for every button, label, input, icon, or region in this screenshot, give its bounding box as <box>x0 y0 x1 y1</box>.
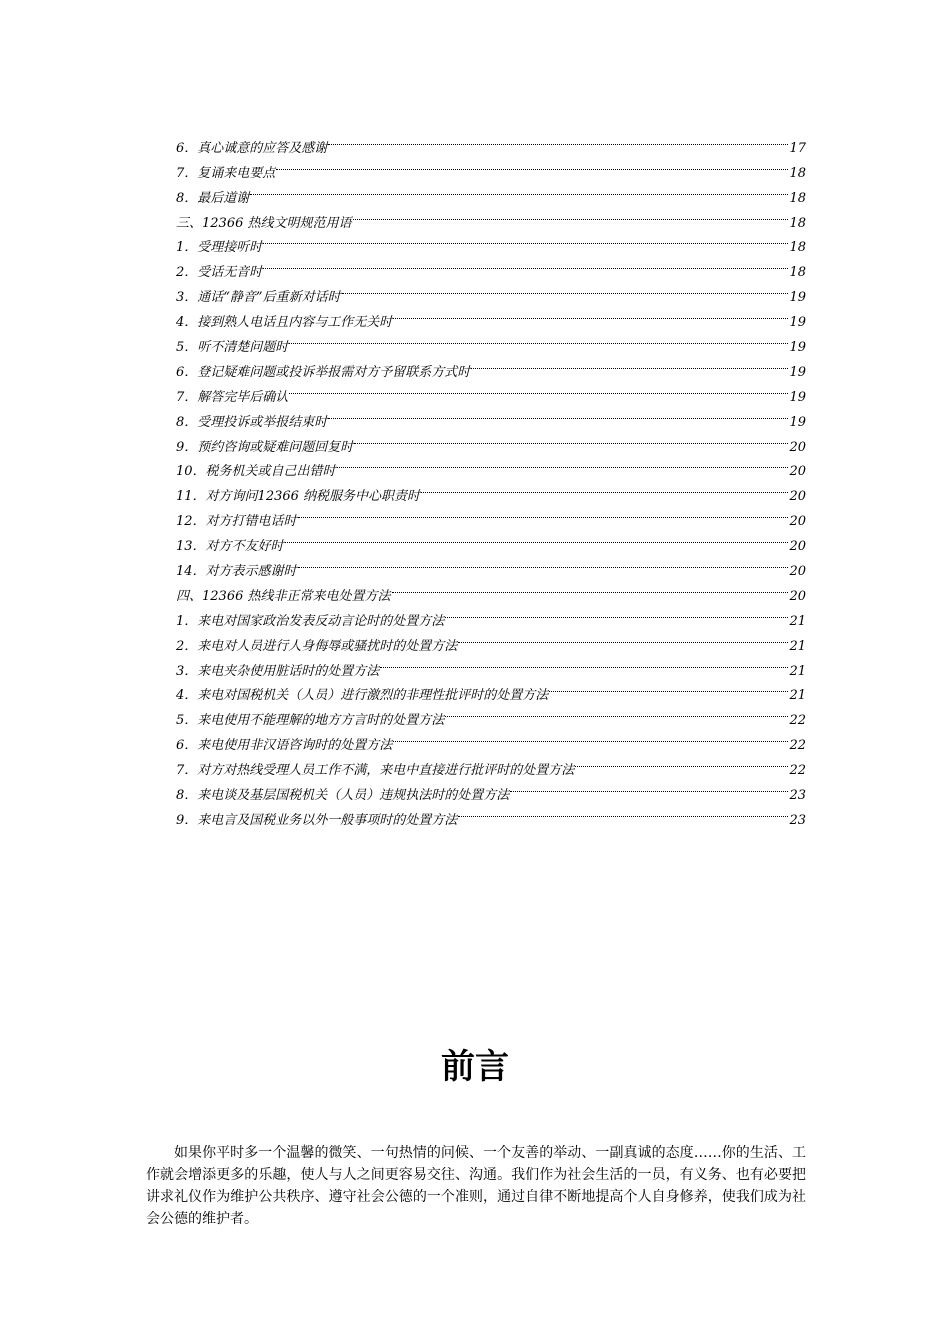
toc-entry-page-number: 21 <box>789 613 806 629</box>
table-of-contents <box>176 127 806 828</box>
toc-entry-title: 12．对方打错电话时 <box>176 514 297 530</box>
toc-entry-page-number: 20 <box>789 588 806 604</box>
toc-entry-page-number: 21 <box>789 638 806 654</box>
toc-dot-leader <box>575 749 788 774</box>
toc-entry[interactable] <box>176 127 806 156</box>
toc-entry[interactable] <box>176 177 806 206</box>
toc-entry-page-number: 20 <box>789 539 806 555</box>
toc-dot-leader <box>328 127 788 152</box>
toc-entry[interactable] <box>176 251 806 281</box>
toc-entry-page-number: 20 <box>789 439 806 455</box>
toc-entry-page-number: 19 <box>789 389 806 405</box>
toc-entry-page-number: 21 <box>789 663 806 679</box>
toc-dot-leader <box>549 675 788 700</box>
toc-dot-leader <box>328 401 788 426</box>
toc-entry-title: 5．听不清楚问题时 <box>176 340 289 356</box>
toc-entry-title: 1．来电对国家政治发表反动言论时的处置方法 <box>176 613 445 629</box>
toc-entry-title: 5．来电使用不能理解的地方方言时的处置方法 <box>176 713 445 729</box>
toc-entry-title: 6．来电使用非汉语咨询时的处置方法 <box>176 738 393 754</box>
toc-entry-page-number: 20 <box>789 564 806 580</box>
toc-entry-title: 10．税务机关或自己出错时 <box>176 464 336 480</box>
toc-entry-title: 2．受话无音时 <box>176 265 263 281</box>
toc-dot-leader <box>342 276 789 301</box>
toc-dot-leader <box>263 251 788 276</box>
toc-entry-page-number: 22 <box>789 763 806 779</box>
toc-dot-leader <box>380 650 788 675</box>
toc-dot-leader <box>458 625 788 650</box>
toc-entry-title: 11．对方询问12366 纳税服务中心职责时 <box>176 489 421 505</box>
toc-dot-leader <box>421 475 788 500</box>
toc-dot-leader <box>445 600 788 625</box>
toc-entry-title: 9．预约咨询或疑难问题回复时 <box>176 439 354 455</box>
toc-entry-title: 4．来电对国税机关（人员）进行激烈的非理性批评时的处置方法 <box>176 688 549 704</box>
toc-dot-leader <box>393 724 788 749</box>
toc-entry-title: 3．来电夹杂使用脏话时的处置方法 <box>176 663 380 679</box>
toc-entry-title: 6．登记疑难问题或投诉举报需对方予留联系方式时 <box>176 364 471 380</box>
toc-entry-title: 8．受理投诉或举报结束时 <box>176 414 328 430</box>
toc-entry-page-number: 20 <box>789 489 806 505</box>
toc-dot-leader <box>445 699 788 724</box>
toc-entry-title: 7．复诵来电要点 <box>176 165 276 181</box>
toc-entry-page-number: 19 <box>789 340 806 356</box>
toc-entry-title: 四、12366 热线非正常来电处置方法 <box>176 588 391 604</box>
toc-entry-page-number: 18 <box>789 265 806 281</box>
toc-entry-title: 7．对方对热线受理人员工作不满，来电中直接进行批评时的处置方法 <box>176 763 575 779</box>
toc-dot-leader <box>263 227 788 252</box>
toc-entry-page-number: 18 <box>789 240 806 256</box>
toc-dot-leader <box>276 152 788 177</box>
toc-entry-title: 7．解答完毕后确认 <box>176 389 289 405</box>
toc-dot-leader <box>353 202 789 227</box>
toc-entry-page-number: 22 <box>789 738 806 754</box>
toc-entry-page-number: 18 <box>789 190 806 206</box>
toc-entry-title: 4．接到熟人电话且内容与工作无关时 <box>176 315 393 331</box>
toc-entry-title: 3．通话“静音”后重新对话时 <box>176 290 341 306</box>
toc-entry-page-number: 23 <box>789 812 806 828</box>
toc-entry-page-number: 23 <box>789 788 806 804</box>
toc-entry-title: 6．真心诚意的应答及感谢 <box>176 140 328 156</box>
toc-entry-page-number: 20 <box>789 514 806 530</box>
toc-entry[interactable] <box>176 276 806 306</box>
toc-entry[interactable] <box>176 202 806 231</box>
toc-entry-title: 14．对方表示感谢时 <box>176 564 297 580</box>
toc-dot-leader <box>471 351 788 376</box>
toc-entry-page-number: 22 <box>789 713 806 729</box>
section-heading: 前言 <box>441 1047 509 1087</box>
toc-dot-leader <box>250 177 788 202</box>
toc-dot-leader <box>298 550 789 575</box>
toc-entry[interactable] <box>176 227 806 256</box>
toc-entry-title: 2．来电对人员进行人身侮辱或骚扰时的处置方法 <box>176 638 458 654</box>
toc-entry-title: 8．来电谈及基层国税机关（人员）违规执法时的处置方法 <box>176 788 510 804</box>
toc-entry-page-number: 20 <box>789 464 806 480</box>
toc-entry-title: 13．对方不友好时 <box>176 539 284 555</box>
toc-dot-leader <box>392 575 789 600</box>
toc-entry-title: 9．来电言及国税业务以外一般事项时的处置方法 <box>176 812 458 828</box>
toc-entry-page-number: 19 <box>789 414 806 430</box>
toc-dot-leader <box>337 451 789 476</box>
toc-entry-page-number: 18 <box>789 165 806 181</box>
toc-entry-page-number: 21 <box>789 688 806 704</box>
toc-dot-leader <box>510 774 788 799</box>
toc-entry-page-number: 19 <box>789 290 806 306</box>
toc-dot-leader <box>285 525 789 550</box>
toc-entry-title: 三、12366 热线文明规范用语 <box>176 215 352 231</box>
toc-entry-title: 8．最后道谢 <box>176 190 250 206</box>
toc-dot-leader <box>354 426 788 451</box>
toc-entry-page-number: 17 <box>789 140 806 156</box>
preface-paragraph: 如果你平时多一个温馨的微笑、一句热情的问候、一个友善的举动、一副真诚的态度……你的生活、工作就会增添更多的乐趣，使人与人之间更容易交往、沟通。我们作为社会生活的一员，有义务、也有必要把讲求礼仪作为维护公共秩序、遵守社会公德的一个准则，通过自律不断地提高个人自身修养，使我们成为社会公德的维护者。 <box>146 1145 806 1227</box>
toc-entry-title: 1．受理接听时 <box>176 240 263 256</box>
toc-dot-leader <box>289 326 788 351</box>
toc-dot-leader <box>458 799 788 824</box>
toc-dot-leader <box>298 500 789 525</box>
toc-entry-page-number: 19 <box>789 315 806 331</box>
toc-entry-page-number: 19 <box>789 364 806 380</box>
toc-dot-leader <box>393 301 788 326</box>
toc-dot-leader <box>289 376 788 401</box>
toc-entry-page-number: 18 <box>789 215 806 231</box>
